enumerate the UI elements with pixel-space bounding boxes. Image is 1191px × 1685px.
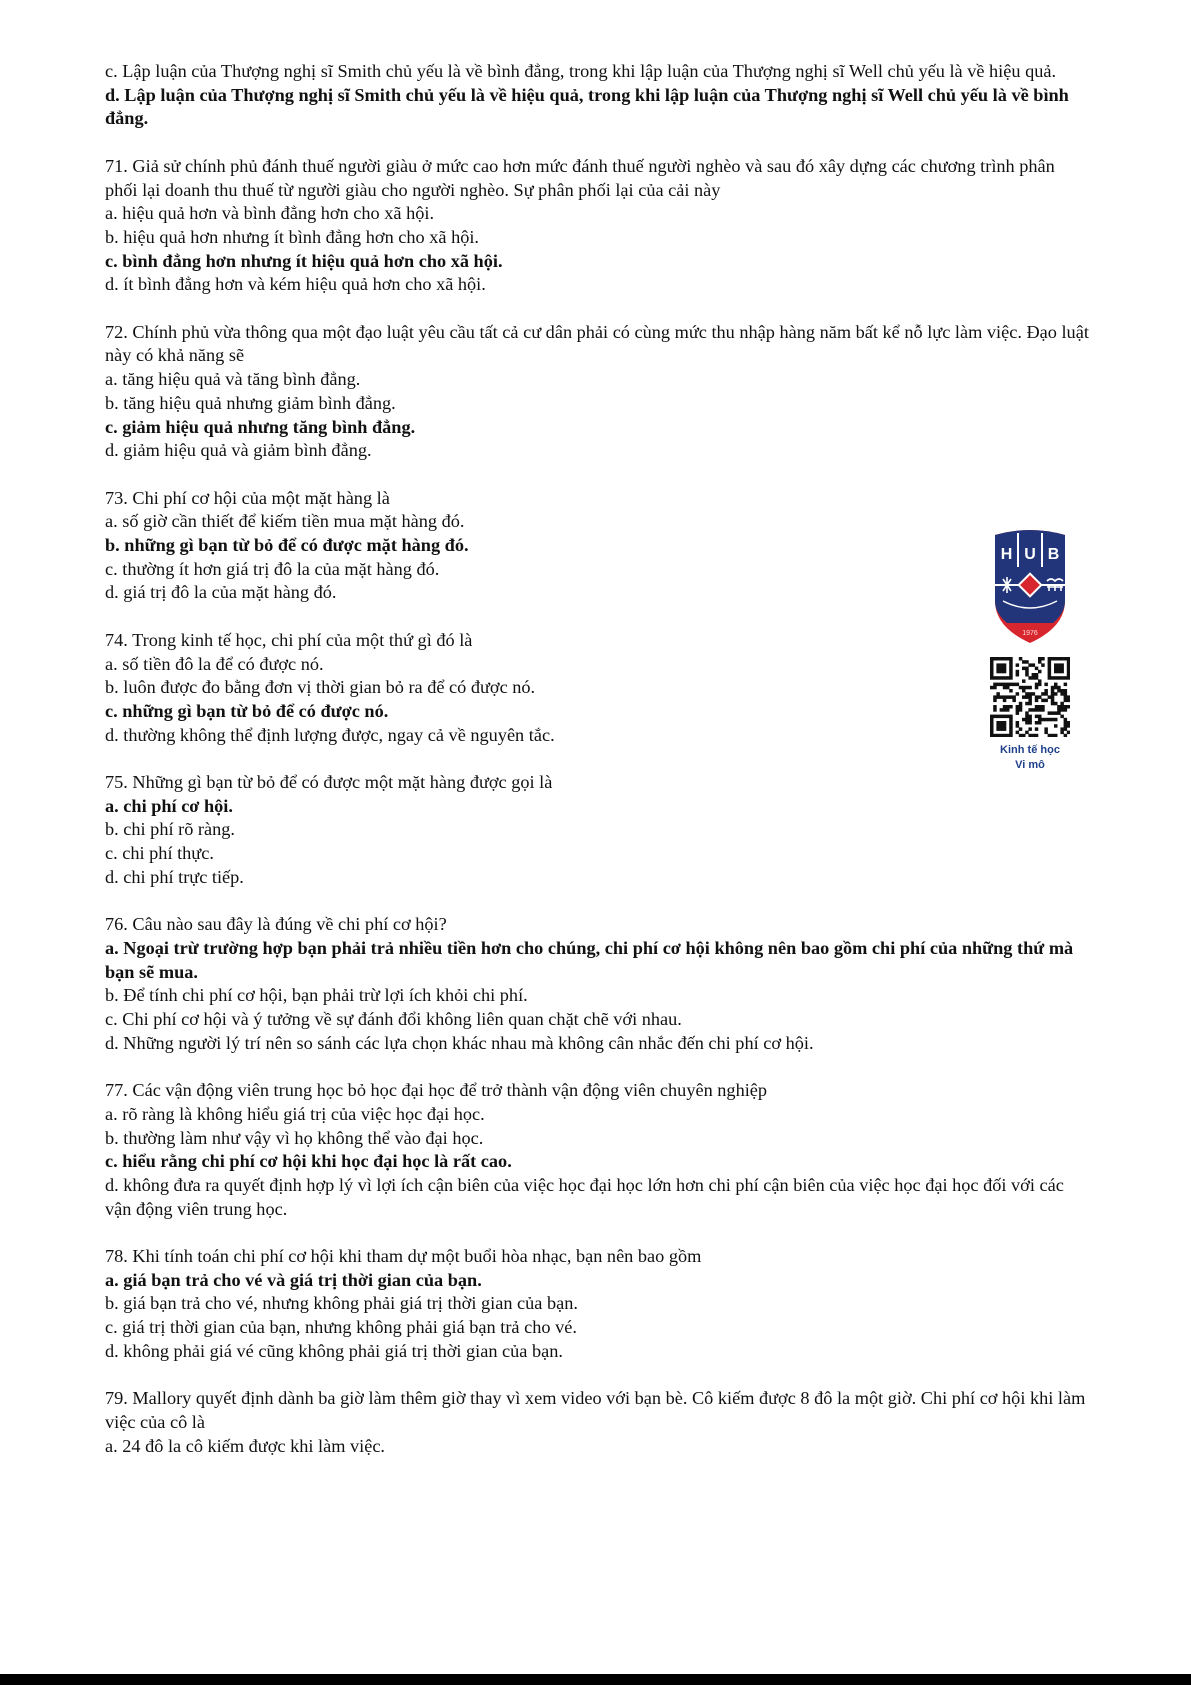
logo-year: 1976 <box>1022 630 1038 637</box>
answer-option: d. không đưa ra quyết định hợp lý vì lợi ích cận biên của việc học đại học lớn hơn chi phí cận biên của việc học đại học đối với các vận động viên trung học. <box>105 1174 1064 1219</box>
qr-code <box>990 657 1070 737</box>
question-block <box>105 321 1090 463</box>
answer-option: b. thường làm như vậy vì họ không thể vào đại học. <box>105 1127 484 1148</box>
answer-option: b. tăng hiệu quả nhưng giảm bình đẳng. <box>105 392 396 413</box>
question-block <box>105 487 1090 606</box>
question-stem: 77. Các vận động viên trung học bỏ học đại học để trở thành vận động viên chuyên nghiệp <box>105 1080 768 1101</box>
question-stem: 72. Chính phủ vừa thông qua một đạo luật yêu cầu tất cả cư dân phải có cùng mức thu nhập hàng năm bất kể nỗ lực làm việc. Đạo luật này có khả năng sẽ <box>105 321 1089 366</box>
answer-option: b. chi phí rõ ràng. <box>105 819 235 840</box>
logo-letter-u: U <box>1024 546 1036 563</box>
qr-caption <box>985 743 1075 773</box>
question-stem: 74. Trong kinh tế học, chi phí của một thứ gì đó là <box>105 629 473 650</box>
correct-answer-option: c. những gì bạn từ bỏ để có được nó. <box>105 700 389 721</box>
answer-option: a. hiệu quả hơn và bình đẳng hơn cho xã hội. <box>105 203 435 224</box>
question-stem: 73. Chi phí cơ hội của một mặt hàng là <box>105 487 390 508</box>
answer-option: b. giá bạn trả cho vé, nhưng không phải giá trị thời gian của bạn. <box>105 1293 578 1314</box>
correct-answer-option: d. Lập luận của Thượng nghị sĩ Smith chủ yếu là về hiệu quả, trong khi lập luận của Thượng nghị sĩ Well chủ yếu là về bình đẳng. <box>105 84 1069 129</box>
correct-answer-option: a. Ngoại trừ trường hợp bạn phải trả nhiều tiền hơn cho chúng, chi phí cơ hội không nên bao gồm chi phí của những thứ mà bạn sẽ mua. <box>105 937 1074 982</box>
question-stem: 75. Những gì bạn từ bỏ để có được một mặt hàng được gọi là <box>105 772 553 793</box>
question-stem: 71. Giả sử chính phủ đánh thuế người giàu ở mức cao hơn mức đánh thuế người nghèo và sau đó xây dựng các chương trình phân phối lại doanh thu thuế từ người giàu cho người nghèo. Sự phân phối lại của cải này <box>105 155 1055 200</box>
answer-option: a. tăng hiệu quả và tăng bình đẳng. <box>105 369 361 390</box>
question-block <box>105 1387 1090 1458</box>
answer-option: a. 24 đô la cô kiếm được khi làm việc. <box>105 1435 386 1456</box>
question-stem: 79. Mallory quyết định dành ba giờ làm thêm giờ thay vì xem video với bạn bè. Cô kiếm được 8 đô la một giờ. Chi phí cơ hội khi làm việc của cô là <box>105 1388 1086 1432</box>
correct-answer-option: c. giảm hiệu quả nhưng tăng bình đẳng. <box>105 416 416 437</box>
question-block <box>105 155 1090 297</box>
correct-answer-option: b. những gì bạn từ bỏ để có được mặt hàng đó. <box>105 535 469 556</box>
answer-option: a. số giờ cần thiết để kiếm tiền mua mặt hàng đó. <box>105 511 465 532</box>
question-block <box>105 629 1090 748</box>
question-stem: 78. Khi tính toán chi phí cơ hội khi tham dự một buổi hòa nhạc, bạn nên bao gồm <box>105 1246 702 1267</box>
question-block <box>105 1245 1090 1364</box>
answer-option: b. luôn được đo bằng đơn vị thời gian bỏ ra để có được nó. <box>105 677 536 698</box>
answer-option: c. chi phí thực. <box>105 843 214 864</box>
question-block <box>105 771 1090 890</box>
answer-option: a. rõ ràng là không hiểu giá trị của việc học đại học. <box>105 1103 485 1124</box>
answer-option: d. giảm hiệu quả và giảm bình đẳng. <box>105 440 372 461</box>
answer-option: d. không phải giá vé cũng không phải giá trị thời gian của bạn. <box>105 1340 563 1361</box>
question-block <box>105 1079 1090 1221</box>
question-stem: 76. Câu nào sau đây là đúng về chi phí cơ hội? <box>105 914 447 935</box>
answer-option: d. thường không thể định lượng được, ngay cả về nguyên tắc. <box>105 724 555 745</box>
answer-option: c. Chi phí cơ hội và ý tưởng về sự đánh đổi không liên quan chặt chẽ với nhau. <box>105 1009 682 1030</box>
answer-option: c. Lập luận của Thượng nghị sĩ Smith chủ yếu là về bình đẳng, trong khi lập luận của Thượng nghị sĩ Well chủ yếu là về hiệu quả. <box>105 61 1057 81</box>
answer-option: d. Những người lý trí nên so sánh các lựa chọn khác nhau mà không cân nhắc đến chi phí cơ hội. <box>105 1032 814 1053</box>
qr-caption-line1: Kinh tế học <box>1000 744 1060 756</box>
correct-answer-option: c. bình đẳng hơn nhưng ít hiệu quả hơn cho xã hội. <box>105 250 503 271</box>
answer-option: b. Để tính chi phí cơ hội, bạn phải trừ lợi ích khỏi chi phí. <box>105 985 528 1006</box>
question-block <box>105 913 1090 1055</box>
hub-logo <box>991 527 1069 647</box>
answer-option: b. hiệu quả hơn nhưng ít bình đẳng hơn cho xã hội. <box>105 226 479 247</box>
bottom-rule <box>0 1674 1191 1685</box>
qr-caption-line2: Vi mô <box>1015 759 1045 771</box>
answer-option: a. số tiền đô la để có được nó. <box>105 653 324 674</box>
correct-answer-option: c. hiểu rằng chi phí cơ hội khi học đại học là rất cao. <box>105 1151 512 1172</box>
logo-letter-b: B <box>1047 546 1060 563</box>
answer-option: d. ít bình đẳng hơn và kém hiệu quả hơn cho xã hội. <box>105 274 486 295</box>
question-block <box>105 60 1090 131</box>
document-body <box>105 60 1090 1482</box>
logo-letter-h: H <box>1000 546 1013 563</box>
answer-option: d. chi phí trực tiếp. <box>105 866 244 887</box>
correct-answer-option: a. giá bạn trả cho vé và giá trị thời gian của bạn. <box>105 1269 482 1290</box>
correct-answer-option: a. chi phí cơ hội. <box>105 795 233 816</box>
answer-option: c. thường ít hơn giá trị đô la của mặt hàng đó. <box>105 558 440 579</box>
answer-option: d. giá trị đô la của mặt hàng đó. <box>105 582 337 603</box>
answer-option: c. giá trị thời gian của bạn, nhưng không phải giá bạn trả cho vé. <box>105 1317 577 1338</box>
logo-block <box>985 527 1075 773</box>
